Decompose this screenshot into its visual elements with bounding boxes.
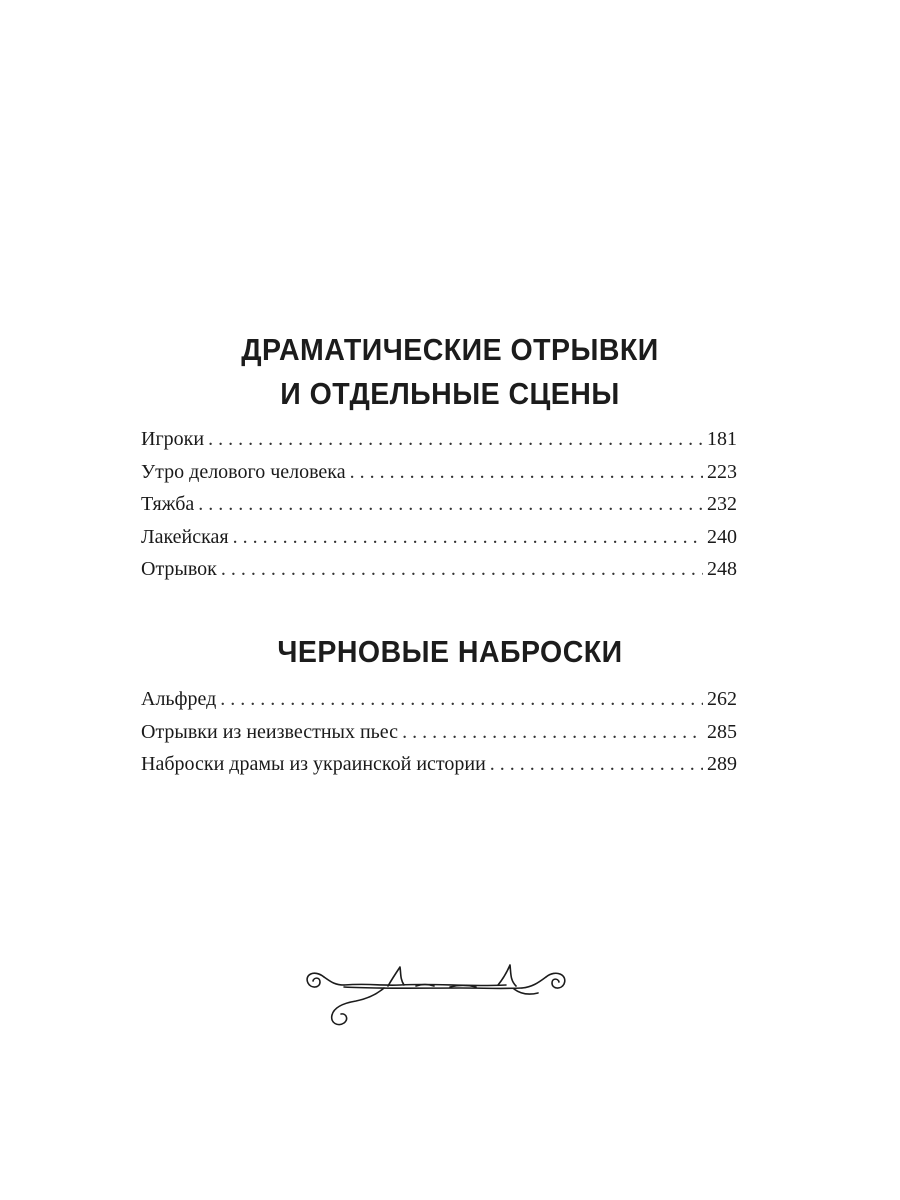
toc-entry-page: 240	[707, 525, 737, 548]
toc-entry[interactable]	[141, 748, 737, 781]
toc-entry-title: Игроки	[141, 428, 205, 450]
toc-entry-title: Отрывок	[141, 558, 217, 580]
toc-entry[interactable]	[141, 423, 737, 456]
toc-entry[interactable]	[141, 553, 737, 586]
toc-list-dramatic-fragments	[141, 423, 737, 586]
toc-entry-page: 262	[707, 688, 737, 710]
toc-entry-title: Альфред	[141, 688, 217, 710]
toc-leader-dots	[208, 423, 703, 455]
toc-entry-page: 223	[707, 460, 737, 483]
toc-entry-title: Отрывки из неизвестных пьес	[141, 720, 399, 743]
toc-leader-dots	[350, 456, 703, 488]
section-title-dramatic-fragments	[36, 328, 864, 416]
toc-entry-page: 248	[707, 558, 737, 580]
toc-entry[interactable]	[141, 488, 737, 521]
toc-leader-dots	[490, 748, 703, 780]
toc-leader-dots	[402, 716, 703, 748]
toc-entry-title: Лакейская	[141, 525, 229, 548]
toc-entry-title: Наброски драмы из украинской истории	[141, 753, 486, 775]
toc-entry-title: Утро делового человека	[141, 460, 346, 483]
toc-leader-dots	[233, 521, 703, 553]
section-title-line: ЧЕРНОВЫЕ НАБРОСКИ	[277, 634, 623, 669]
section-title-drafts	[36, 630, 864, 674]
toc-list-drafts	[141, 683, 737, 781]
toc-leader-dots	[221, 553, 703, 585]
toc-entry-page: 285	[707, 720, 737, 743]
toc-entry[interactable]	[141, 521, 737, 554]
toc-entry-page: 289	[707, 753, 737, 775]
toc-entry-title: Тяжба	[141, 493, 195, 515]
toc-entry[interactable]	[141, 716, 737, 749]
section-title-line: И ОТДЕЛЬНЫЕ СЦЕНЫ	[280, 376, 620, 411]
toc-entry[interactable]	[141, 456, 737, 489]
toc-leader-dots	[198, 488, 703, 520]
section-title-line: ДРАМАТИЧЕСКИЕ ОТРЫВКИ	[241, 332, 659, 367]
decorative-scroll-ornament-icon	[300, 955, 572, 1035]
toc-entry-page: 232	[707, 493, 737, 515]
toc-leader-dots	[220, 683, 703, 715]
toc-entry[interactable]	[141, 683, 737, 716]
toc-entry-page: 181	[707, 428, 737, 450]
